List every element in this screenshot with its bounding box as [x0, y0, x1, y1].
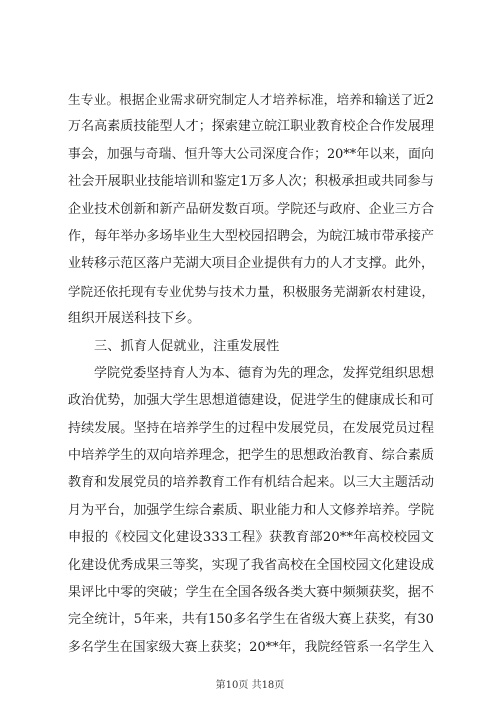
text-line: 学院党委坚持育人为本、德育为先的理念，发挥党组织思想	[94, 365, 434, 381]
text-line: 完全统计，5年来，共有150多名学生在省级大赛上获奖，有30	[68, 612, 434, 628]
text-line: 教育和发展党员的培养教育工作有机结合起来。以三大主题活动	[68, 475, 434, 491]
text-line: 申报的《校园文化建设333工程》获教育部20**年高校校园文	[68, 530, 434, 546]
text-line: 组织开展送科技下乡。	[68, 311, 201, 327]
text-line: 业转移示范区落户芜湖大项目企业提供有力的人才支撑。此外，	[68, 256, 434, 272]
text-line: 作，每年举办多场毕业生大型校园招聘会，为皖江城市带承接产	[68, 228, 434, 244]
text-line: 持续发展。坚持在培养学生的过程中发展党员，在发展党员过程	[68, 420, 434, 436]
text-line: 月为平台，加强学生综合素质、职业能力和人文修养培养。学院	[68, 502, 434, 518]
text-line: 多名学生在国家级大赛上获奖；20**年，我院经管系一名学生入	[68, 639, 434, 655]
text-line: 企业技术创新和新产品研发数百项。学院还与政府、企业三方合	[68, 201, 434, 217]
page-number: 第10页 共18页	[215, 680, 285, 691]
text-line: 社会开展职业技能培训和鉴定1万多人次；积极承担或共同参与	[68, 174, 434, 190]
text-line: 万名高素质技能型人才；探索建立皖江职业教育校企合作发展理	[68, 119, 434, 135]
text-line: 果评比中零的突破；学生在全国各级各类大赛中频频获奖，据不	[68, 585, 434, 601]
text-line: 中培养学生的双向培养理念，把学生的思想政治教育、综合素质	[68, 448, 434, 464]
body-text	[68, 86, 434, 661]
section-heading: 三、抓育人促就业，注重发展性	[94, 338, 280, 354]
text-line: 政治优势，加强大学生思想道德建设，促进学生的健康成长和可	[68, 393, 434, 409]
text-line: 化建设优秀成果三等奖，实现了我省高校在全国校园文化建设成	[68, 557, 434, 573]
text-line: 事会，加强与奇瑞、恒升等大公司深度合作；20**年以来，面向	[68, 146, 434, 162]
text-line: 学院还依托现有专业优势与技术力量，积极服务芜湖新农村建设，	[68, 283, 434, 299]
text-line: 生专业。根据企业需求研究制定人才培养标准，培养和输送了近2	[68, 92, 434, 107]
